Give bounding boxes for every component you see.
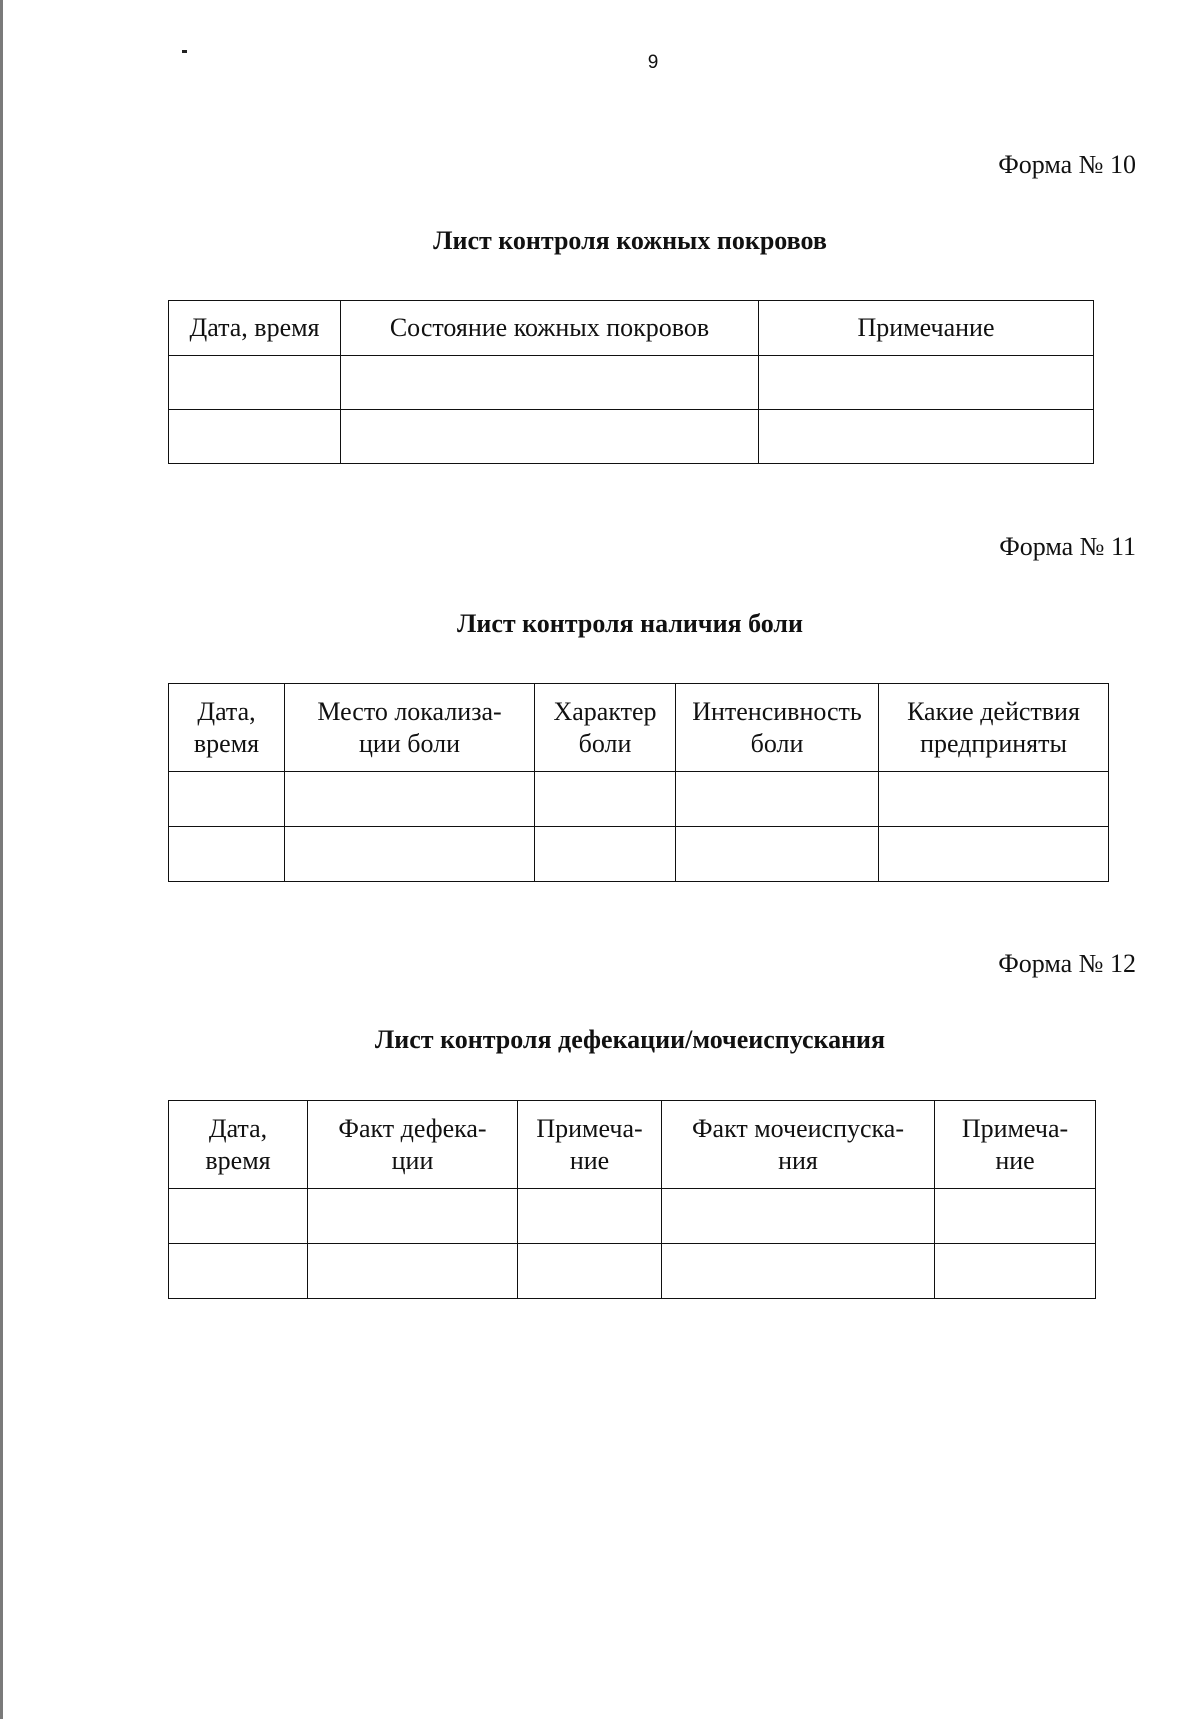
form-10-table (168, 300, 1094, 464)
form-11-title: Лист контроля наличия боли (456, 609, 803, 638)
table-row (169, 827, 1109, 882)
table-row (169, 1189, 1096, 1244)
header-cell-date-time: Дата, время (169, 684, 285, 772)
table-row (169, 1244, 1096, 1299)
table-cell[interactable] (169, 1189, 308, 1244)
table-cell[interactable] (676, 772, 879, 827)
table-cell[interactable] (676, 827, 879, 882)
table-cell[interactable] (169, 410, 341, 464)
table-cell[interactable] (535, 772, 676, 827)
header-cell-pain-character: Характер боли (535, 684, 676, 772)
table-cell[interactable] (285, 772, 535, 827)
table-header-row (169, 684, 1109, 772)
table-cell[interactable] (518, 1244, 662, 1299)
table-row (169, 410, 1094, 464)
table-cell[interactable] (535, 827, 676, 882)
table-cell[interactable] (759, 356, 1094, 410)
scan-left-edge (0, 0, 3, 1719)
table-cell[interactable] (169, 772, 285, 827)
table-cell[interactable] (879, 772, 1109, 827)
form-12-label: Форма № 12 (998, 949, 1136, 978)
table-row (169, 772, 1109, 827)
header-cell-note: Примеча- ние (518, 1101, 662, 1189)
table-row (169, 356, 1094, 410)
page-number: 9 (647, 52, 659, 73)
table-cell[interactable] (662, 1244, 935, 1299)
header-cell-pain-intensity: Интенсивность боли (676, 684, 879, 772)
table-header-row (169, 1101, 1096, 1189)
table-cell[interactable] (169, 1244, 308, 1299)
form-12-table (168, 1100, 1096, 1299)
header-cell-urination-fact: Факт мочеиспуска- ния (662, 1101, 935, 1189)
table-cell[interactable] (341, 356, 759, 410)
header-cell-note: Примеча- ние (935, 1101, 1096, 1189)
header-cell-date-time: Дата, время (169, 1101, 308, 1189)
table-cell[interactable] (935, 1189, 1096, 1244)
header-cell-note: Примечание (759, 301, 1094, 356)
table-cell[interactable] (662, 1189, 935, 1244)
form-11-table (168, 683, 1109, 882)
header-cell-date-time: Дата, время (169, 301, 341, 356)
table-header-row (169, 301, 1094, 356)
header-cell-skin-condition: Состояние кожных покровов (341, 301, 759, 356)
form-10-title: Лист контроля кожных покровов (433, 226, 827, 255)
table-cell[interactable] (308, 1189, 518, 1244)
header-cell-pain-location: Место локализа- ции боли (285, 684, 535, 772)
header-cell-defecation-fact: Факт дефека- ции (308, 1101, 518, 1189)
table-cell[interactable] (341, 410, 759, 464)
table-cell[interactable] (308, 1244, 518, 1299)
table-cell[interactable] (935, 1244, 1096, 1299)
form-12-title: Лист контроля дефекации/мочеиспускания (374, 1025, 886, 1054)
form-11-label: Форма № 11 (999, 532, 1136, 561)
table-cell[interactable] (169, 356, 341, 410)
table-cell[interactable] (285, 827, 535, 882)
form-10-label: Форма № 10 (998, 150, 1136, 179)
header-cell-actions-taken: Какие действия предприняты (879, 684, 1109, 772)
table-cell[interactable] (879, 827, 1109, 882)
table-cell[interactable] (518, 1189, 662, 1244)
table-cell[interactable] (759, 410, 1094, 464)
table-cell[interactable] (169, 827, 285, 882)
